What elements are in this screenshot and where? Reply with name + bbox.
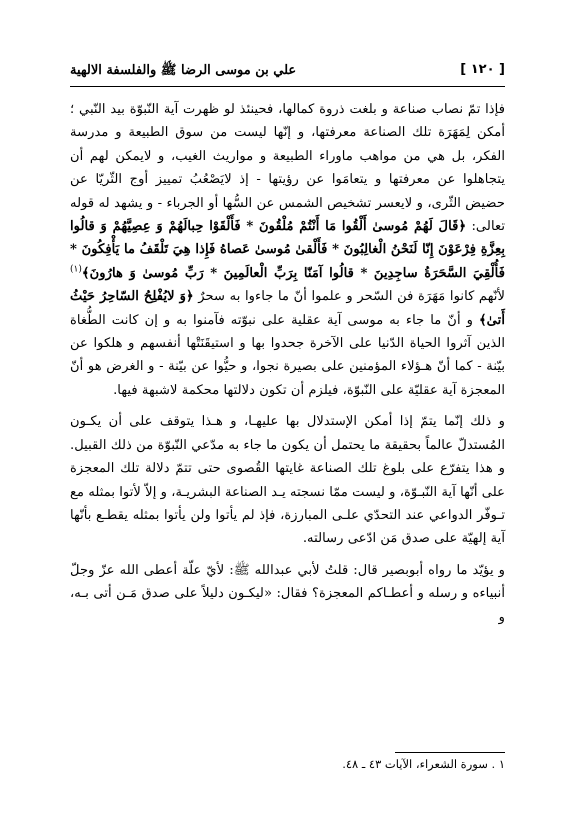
text-run: فإذا تمّ نصاب صناعة و بلغت ذروة كمالها، فحينئذ لو ظهرت آية النّبوّة بيد النّبي ؛ أمكن لِمَهَرَة تلك الصناعة معرفتها، و إنّها ليست من سوق الطبيعة و مدرسة الفكر، بل هي من مواهب ماوراء الطبيعة و مواريث الغيب، و لايمكن لهم أن يتجاهلوا عن معرفتها و يتعامَوا عن رؤيتها - إذ لايَصْعُبُ تمييز أوج الثّريّا عن حضيض الثّرى، و لايعسر تشخيص الشمس عن السُّها أو الجرباء - و يشهد له قوله تعالى: xyxy=(70,102,505,235)
page-header xyxy=(70,58,505,82)
paragraph xyxy=(70,98,505,402)
text-run: و أنّ ما جاء به موسى آية عقلية على نبوّته فآمنوا به و إن كانت الطُّغاة الذين آثروا الحياة الدّنيا على الآخرة جحدوا بها و استيقَنَتْها أنفسهم و هلكوا عن بيّنة - كما أنّ هـؤلاء المؤمنين على بصيرة نجوا، و حيُّوا عن بيّنة - و الغرض هو أنّ المعجزة آية عقليّة على النّبوّة، فيلزم أن تكون دلالتها محكمة لاشبهة فيها. xyxy=(70,312,505,398)
footnote: ١ . سورة الشعراء، الآيات ٤٣ ـ ٤٨. xyxy=(342,757,505,771)
quran-verse: ﴿قَالَ لَهُمْ مُوسىٰ أَلْقُوا مَا أَنْتُمْ مُلْقُونَ * فَأَلْقَوْا حِبالَهُمْ وَ عِصِيَّهُمْ وَ قالُوا بِعِزَّةِ فِرْعَوْنَ إِنّا لَنَحْنُ الْغالِبُونَ * فَأَلْقىٰ مُوسىٰ عَصاهُ فَإِذا هِيَ تَلْقَفُ ما يَأْفِكُونَ * فَأُلْقِيَ السَّحَرَةُ ساجِدِينَ * قالُوا آمَنّا بِرَبِّ الْعالَمِينَ * رَبِّ مُوسىٰ وَ هارُونَ﴾ xyxy=(70,219,505,281)
text-run: لأنّهم كانوا مَهَرَة فن السّحر و علموا أنّ ما جاءوا به سحرٌ xyxy=(193,289,505,305)
body-text xyxy=(70,98,505,629)
paragraph xyxy=(70,559,505,629)
quran-verse: ﴿وَ لايُفْلِحُ السّاحِرُ حَيْثُ أَتىٰ﴾ xyxy=(70,289,505,328)
footnote-marker: (١) xyxy=(70,264,82,275)
footnote-divider xyxy=(395,752,505,753)
running-title: علي بن موسى الرضا ﷺ والفلسفة الالهية xyxy=(70,63,297,78)
paragraph xyxy=(70,410,505,550)
page-number: [ ١٢٠ ] xyxy=(460,62,505,77)
text-run: و يؤيّد ما رواه أبوبصير قال: قلتُ لأبي عبدالله ﷺ: لأيّ علّة أعطى الله عزّ وجلّ أنبياءه و رسله و أعطـاكم المعجزة؟ فقال: «ليكـون دليلاً على صدق مَـن أتى بـه، و xyxy=(70,562,505,625)
text-run: و ذلك إنّما يتمّ إذا أمكن الإستدلال بها عليهـا، و هـذا يتوقف على أن يكـون المُستدلّ عالماً بحقيقة ما يحتمل أن يكون ما جاء به مدّعي النّبوّة من ذلك القبيل. و هذا يتفرّع على بلوغ تلك الصناعة غايتها القُصوى حتى تتمّ دلالة تلك المعجزة على أنّها آية النّبـوّة، و ليست ممّا نسجته يـد الصناعة البشريـة، و إلاّ لأتوا بمثله مع تـوفّر الدواعي عند التحدّي علـى المبارزة، فإذ لم يأتوا ولن يأتوا بمثله يقطـع بأنّها آية إلهيّة على صدق مَن ادّعى رسالته. xyxy=(70,414,505,547)
header-divider xyxy=(70,86,505,87)
